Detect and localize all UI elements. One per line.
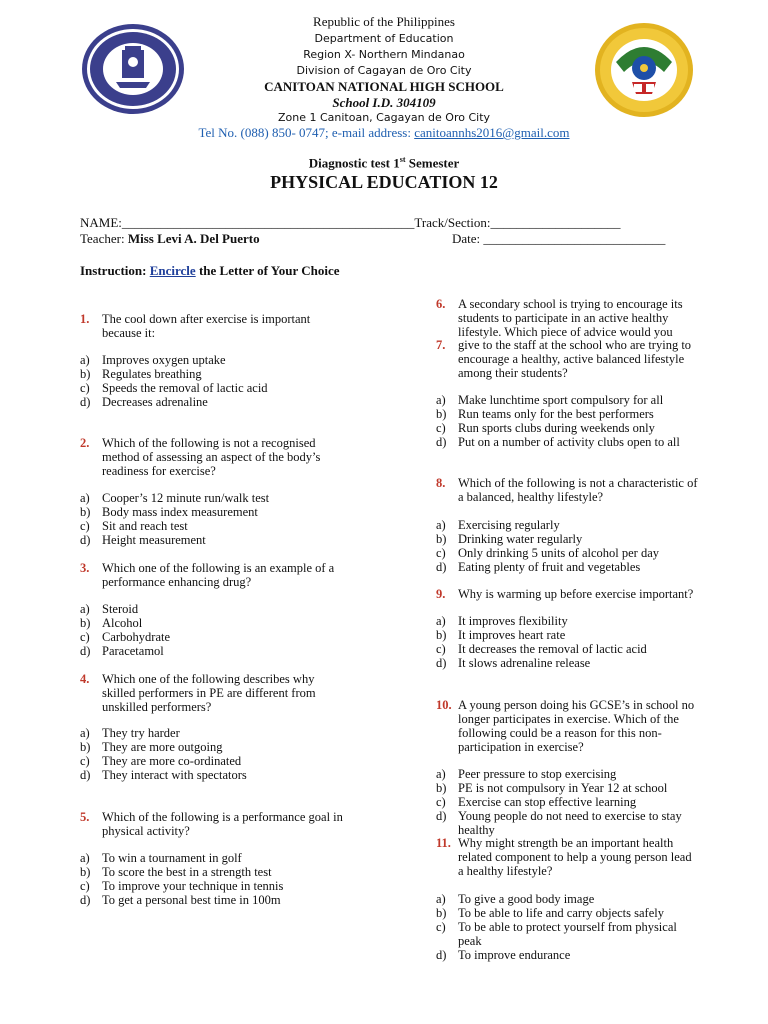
answer-option[interactable]: [436, 934, 482, 948]
option-letter: b): [436, 781, 447, 795]
question-text: following could be a reason for this non-: [458, 726, 662, 740]
option-text: To get a personal best time in 100m: [102, 893, 281, 907]
answer-option[interactable]: [80, 879, 283, 893]
diagnostic-title-sup: st: [399, 155, 406, 164]
option-letter: a): [436, 767, 446, 781]
option-text: To be able to protect yourself from physical: [458, 920, 677, 934]
header-department: Department of Education: [314, 32, 454, 45]
option-text: Put on a number of activity clubs open to all: [458, 435, 680, 449]
answer-option[interactable]: [80, 865, 272, 879]
option-letter: d): [80, 395, 91, 409]
question-text: unskilled performers?: [102, 700, 212, 714]
name-field[interactable]: _____________________________________________: [121, 215, 415, 230]
option-text: Make lunchtime sport compulsory for all: [458, 393, 664, 407]
question-text: physical activity?: [102, 824, 190, 838]
date-field[interactable]: ____________________________: [483, 231, 666, 246]
answer-option[interactable]: [80, 505, 258, 519]
answer-option[interactable]: [80, 644, 164, 658]
option-letter: a): [80, 353, 90, 367]
answer-option[interactable]: [436, 614, 568, 628]
answer-option[interactable]: [436, 795, 636, 809]
option-text: Only drinking 5 units of alcohol per day: [458, 546, 660, 560]
teacher-label: Teacher:: [80, 231, 128, 246]
option-letter: b): [80, 740, 91, 754]
answer-option[interactable]: [80, 768, 247, 782]
option-letter: a): [80, 602, 90, 616]
question-text: Which of the following is a performance goal in: [102, 810, 343, 824]
answer-option[interactable]: [436, 767, 616, 781]
question-number: 8.: [436, 476, 446, 490]
question-text: skilled performers in PE are different from: [102, 686, 316, 700]
answer-option[interactable]: [80, 754, 241, 768]
option-letter: a): [80, 726, 90, 740]
option-text: Sit and reach test: [102, 519, 188, 533]
question-text: a balanced, healthy lifestyle?: [458, 490, 604, 504]
option-letter: c): [80, 381, 90, 395]
question-number: 1.: [80, 312, 90, 326]
track-field[interactable]: ____________________: [490, 215, 621, 230]
header-division: Division of Cagayan de Oro City: [296, 64, 472, 77]
question-number: 10.: [436, 698, 452, 712]
question-text: A young person doing his GCSE’s in school no: [458, 698, 695, 712]
option-text: Paracetamol: [102, 644, 164, 658]
option-letter: c): [80, 519, 90, 533]
answer-option[interactable]: [436, 532, 582, 546]
option-text: Regulates breathing: [102, 367, 202, 381]
option-letter: d): [80, 644, 91, 658]
question-text: students to participate in an active healthy: [458, 311, 669, 325]
header-republic: Republic of the Philippines: [313, 14, 455, 29]
option-letter: a): [436, 892, 446, 906]
answer-option[interactable]: [436, 906, 664, 920]
option-text: Run teams only for the best performers: [458, 407, 654, 421]
answer-option[interactable]: [436, 518, 560, 532]
option-letter: b): [80, 505, 91, 519]
option-text: healthy: [458, 823, 495, 837]
option-letter: a): [80, 851, 90, 865]
question-text: Which one of the following is an example of a: [102, 561, 335, 575]
option-text: Drinking water regularly: [458, 532, 583, 546]
option-letter: d): [436, 560, 447, 574]
option-letter: b): [436, 407, 447, 421]
option-text: Peer pressure to stop exercising: [458, 767, 617, 781]
option-text: Eating plenty of fruit and vegetables: [458, 560, 641, 574]
option-text: Improves oxygen uptake: [102, 353, 226, 367]
answer-option[interactable]: [80, 616, 142, 630]
question-text: because it:: [102, 326, 156, 340]
question-text: a healthy lifestyle?: [458, 864, 553, 878]
option-letter: b): [436, 628, 447, 642]
answer-option[interactable]: [436, 781, 667, 795]
option-letter: b): [80, 367, 91, 381]
name-row: [80, 215, 620, 231]
option-letter: c): [436, 546, 446, 560]
option-letter: d): [436, 948, 447, 962]
answer-option[interactable]: [436, 823, 495, 837]
question-text: lifestyle. Which piece of advice would you: [458, 325, 673, 339]
answer-option[interactable]: [80, 353, 226, 367]
question-text: Why is warming up before exercise important?: [458, 587, 694, 601]
option-text: Speeds the removal of lactic acid: [102, 381, 268, 395]
question-text: The cool down after exercise is important: [102, 312, 311, 326]
option-text: To improve endurance: [458, 948, 571, 962]
answer-option[interactable]: [436, 393, 663, 407]
question-number: 7.: [436, 338, 446, 352]
answer-option[interactable]: [436, 809, 682, 823]
option-text: To be able to life and carry objects safely: [458, 906, 664, 920]
option-text: To score the best in a strength test: [102, 865, 272, 879]
option-text: Exercising regularly: [458, 518, 560, 532]
option-text: It slows adrenaline release: [458, 656, 591, 670]
answer-option[interactable]: [436, 642, 647, 656]
option-text: Run sports clubs during weekends only: [458, 421, 655, 435]
question-number: 2.: [80, 436, 90, 450]
option-letter: d): [80, 533, 91, 547]
diagnostic-title-text: Diagnostic test 1: [308, 155, 400, 171]
answer-option[interactable]: [80, 740, 222, 754]
answer-option[interactable]: [436, 560, 640, 574]
instruction-label: Instruction:: [80, 263, 150, 278]
answer-option[interactable]: [80, 519, 188, 533]
question-text: longer participates in exercise. Which of the: [458, 712, 679, 726]
option-text: peak: [458, 934, 482, 948]
option-letter: c): [80, 879, 90, 893]
answer-option[interactable]: [80, 851, 242, 865]
contact-text: Tel No. (088) 850- 0747; e-mail address:: [198, 125, 415, 140]
option-letter: c): [80, 630, 90, 644]
option-text: Cooper’s 12 minute run/walk test: [102, 491, 270, 505]
option-letter: c): [436, 642, 446, 656]
header-address: Zone 1 Canitoan, Cagayan de Oro City: [277, 111, 491, 124]
instruction-rest: the Letter of Your Choice: [195, 263, 340, 278]
option-letter: b): [80, 865, 91, 879]
option-text: It improves heart rate: [458, 628, 566, 642]
option-text: To win a tournament in golf: [102, 851, 242, 865]
option-text: Body mass index measurement: [102, 505, 258, 519]
option-text: They are more outgoing: [102, 740, 223, 754]
option-letter: b): [436, 532, 447, 546]
option-text: PE is not compulsory in Year 12 at school: [458, 781, 668, 795]
question-text: A secondary school is trying to encourage its: [458, 297, 683, 311]
option-letter: c): [80, 754, 90, 768]
question-text: Which one of the following describes why: [102, 672, 315, 686]
question-text: participation in exercise?: [458, 740, 584, 754]
option-text: It improves flexibility: [458, 614, 568, 628]
option-text: Exercise can stop effective learning: [458, 795, 637, 809]
answer-option[interactable]: [80, 533, 206, 547]
header-contact: [0, 125, 768, 141]
option-letter: c): [436, 795, 446, 809]
option-text: Young people do not need to exercise to stay: [458, 809, 682, 823]
answer-option[interactable]: [80, 367, 202, 381]
answer-option[interactable]: [436, 407, 654, 421]
option-text: To improve your technique in tennis: [102, 879, 284, 893]
option-text: Height measurement: [102, 533, 206, 547]
email-link[interactable]: canitoannhs2016@gmail.com: [414, 125, 570, 140]
header-school-name: CANITOAN NATIONAL HIGH SCHOOL: [264, 79, 504, 94]
option-letter: d): [436, 656, 447, 670]
answer-option[interactable]: [436, 892, 594, 906]
answer-option[interactable]: [436, 656, 590, 670]
answer-option[interactable]: [80, 893, 281, 907]
date-label: Date:: [452, 231, 484, 246]
option-letter: b): [80, 616, 91, 630]
answer-option[interactable]: [80, 602, 138, 616]
answer-option[interactable]: [80, 491, 269, 505]
option-letter: c): [436, 421, 446, 435]
date-row: [452, 231, 665, 247]
option-text: They try harder: [102, 726, 180, 740]
option-letter: c): [436, 920, 446, 934]
answer-option[interactable]: [80, 630, 170, 644]
question-text: encourage a healthy, active balanced lifestyle: [458, 352, 685, 366]
option-text: Carbohydrate: [102, 630, 171, 644]
name-label: NAME:: [80, 215, 122, 230]
option-letter: d): [436, 809, 447, 823]
subject-title: PHYSICAL EDUCATION 12: [270, 172, 498, 192]
teacher-name: Miss Levi A. Del Puerto: [127, 231, 260, 246]
option-text: To give a good body image: [458, 892, 595, 906]
question-text: Why might strength be an important health: [458, 836, 674, 850]
option-letter: a): [80, 491, 90, 505]
answer-option[interactable]: [436, 546, 659, 560]
question-number: 11.: [436, 836, 451, 850]
option-letter: b): [436, 906, 447, 920]
option-letter: a): [436, 614, 446, 628]
answer-option[interactable]: [436, 920, 677, 934]
header-school-id: School I.D. 304109: [332, 95, 436, 110]
answer-option[interactable]: [80, 381, 268, 395]
question-number: 6.: [436, 297, 446, 311]
question-number: 4.: [80, 672, 90, 686]
answer-option[interactable]: [436, 421, 655, 435]
option-text: They interact with spectators: [102, 768, 247, 782]
answer-option[interactable]: [436, 628, 565, 642]
option-letter: a): [436, 393, 446, 407]
answer-option[interactable]: [436, 435, 680, 449]
question-text: Which of the following is not a recognised: [102, 436, 316, 450]
option-text: Steroid: [102, 602, 139, 616]
answer-option[interactable]: [80, 395, 208, 409]
teacher-row: [80, 231, 260, 247]
question-text: performance enhancing drug?: [102, 575, 252, 589]
option-letter: d): [436, 435, 447, 449]
option-letter: d): [80, 768, 91, 782]
option-text: Alcohol: [102, 616, 143, 630]
answer-option[interactable]: [80, 726, 180, 740]
option-letter: a): [436, 518, 446, 532]
diagnostic-title-post: Semester: [405, 155, 460, 171]
question-text: readiness for exercise?: [102, 464, 216, 478]
question-number: 5.: [80, 810, 90, 824]
question-text: related component to help a young person lead: [458, 850, 692, 864]
option-text: It decreases the removal of lactic acid: [458, 642, 647, 656]
option-text: They are more co-ordinated: [102, 754, 242, 768]
question-number: 3.: [80, 561, 90, 575]
question-number: 9.: [436, 587, 446, 601]
question-text: give to the staff at the school who are trying to: [458, 338, 692, 352]
header-region: Region X- Northern Mindanao: [303, 48, 465, 61]
option-letter: d): [80, 893, 91, 907]
answer-option[interactable]: [436, 948, 570, 962]
question-text: among their students?: [458, 366, 568, 380]
instruction-keyword: Encircle: [149, 263, 196, 278]
track-label: Track/Section:: [414, 215, 491, 230]
instruction: [80, 263, 340, 279]
question-text: Which of the following is not a characteristic of: [458, 476, 698, 490]
question-text: method of assessing an aspect of the body’s: [102, 450, 321, 464]
option-text: Decreases adrenaline: [102, 395, 208, 409]
diagnostic-title: [0, 155, 768, 171]
